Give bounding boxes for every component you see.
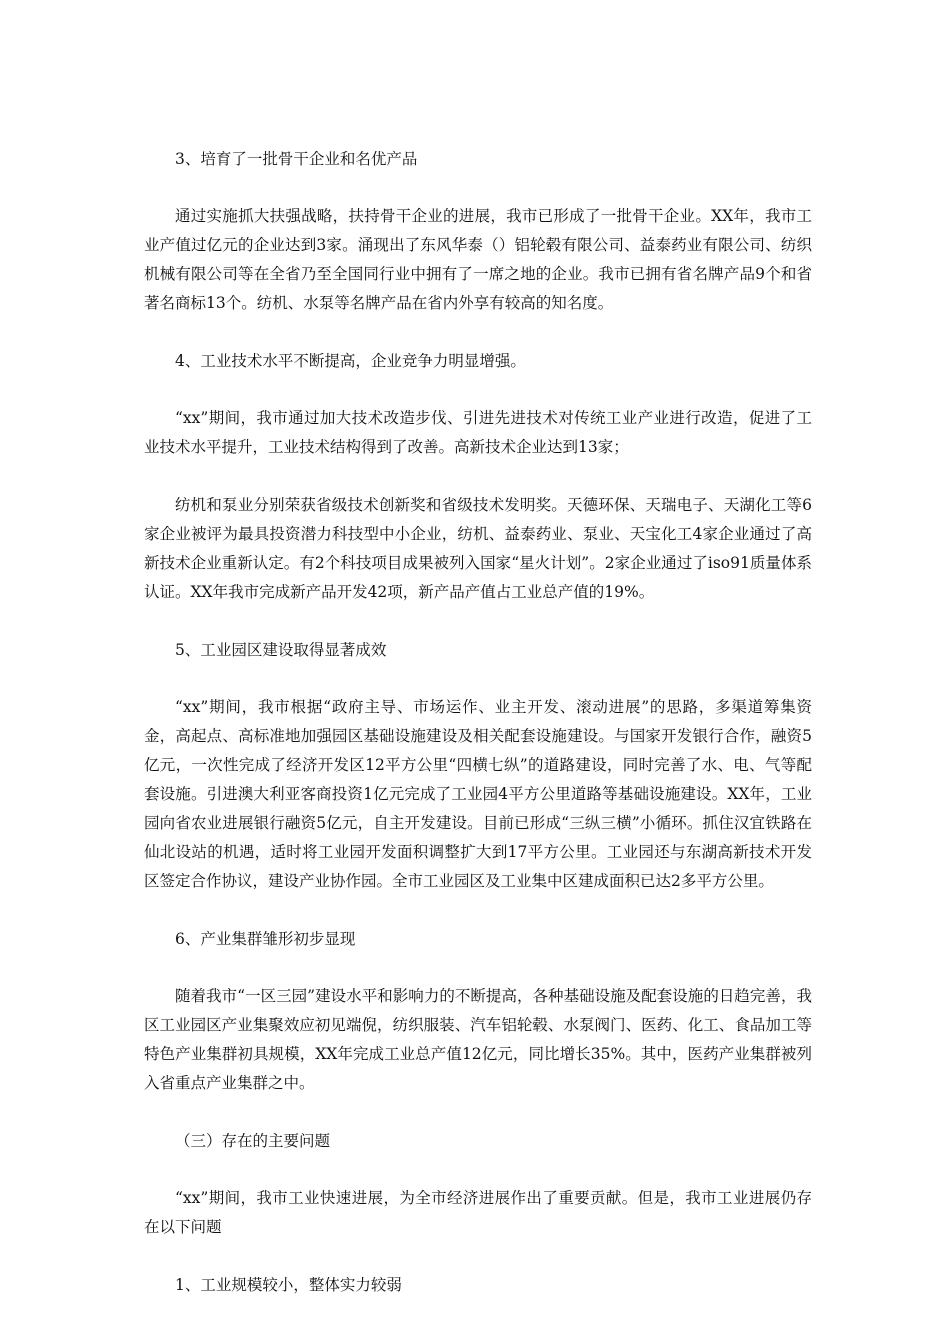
section-heading-3: 3、培育了一批骨干企业和名优产品 (175, 150, 418, 168)
subheading-problem-1: 1、工业规模较小，整体实力较弱 (175, 1276, 402, 1294)
paragraph-industrial-park: “xx”期间，我市根据“政府主导、市场运作、业主开发、滚动进展”的思路，多渠道筹集资金，高起点、高标准地加强园区基础设施建设及相关配套设施建设。与国家开发银行合作，融资5亿元，一次性完成了经济开发区12平方公里“四横七纵”的道路建设，同时完善了水、电、气等配套设施。引进澳大利亚客商投资1亿元完成了工业园4平方公里道路等基础设施建设。XX年，工业园向省农业进展银行融资5亿元，自主开发建设。目前已形成“三纵三横”小循环。抓住汉宜铁路在仙北设站的机遇，适时将工业园开发面积调整扩大到17平方公里。工业园还与东湖高新技术开发区签定合作协议，建设产业协作园。全市工业园区及工业集中区建成面积已达2多平方公里。 (144, 698, 812, 890)
document-body (144, 145, 812, 1328)
paragraph-industry-cluster: 随着我市“一区三园”建设水平和影响力的不断提高，各种基础设施及配套设施的日趋完善，我区工业园区产业集聚效应初见端倪，纺织服装、汽车铝轮毂、水泵阀门、医药、化工、食品加工等特色产业集群初具规模，XX年完成工业总产值12亿元，同比增长35%。其中，医药产业集群被列入省重点产业集群之中。 (144, 987, 812, 1092)
paragraph-backbone-enterprises: 通过实施抓大扶强战略，扶持骨干企业的进展，我市已形成了一批骨干企业。XX年，我市工业产值过亿元的企业达到3家。涌现出了东风华泰（）铝轮毂有限公司、益泰药业有限公司、纺织机械有限公司等在全省乃至全国同行业中拥有了一席之地的企业。我市已拥有省名牌产品9个和省著名商标13个。纺机、水泵等名牌产品在省内外享有较高的知名度。 (144, 207, 812, 312)
section-heading-problems: （三）存在的主要问题 (175, 1132, 331, 1150)
paragraph-tech-awards: 纺机和泵业分别荣获省级技术创新奖和省级技术发明奖。天德环保、天瑞电子、天湖化工等6家企业被评为最具投资潜力科技型中小企业，纺机、益泰药业、泵业、天宝化工4家企业通过了高新技术企业重新认定。有2个科技项目成果被列入国家“星火计划”。2家企业通过了iso91质量体系认证。XX年我市完成新产品开发42项，新产品产值占工业总产值的19%。 (144, 496, 812, 601)
paragraph-problems-intro: “xx”期间，我市工业快速进展，为全市经济进展作出了重要贡献。但是，我市工业进展仍存在以下问题 (144, 1189, 812, 1236)
section-heading-4: 4、工业技术水平不断提高，企业竞争力明显增强。 (175, 352, 526, 370)
section-heading-5: 5、工业园区建设取得显著成效 (175, 641, 387, 659)
section-heading-6: 6、产业集群雏形初步显现 (175, 930, 356, 948)
paragraph-tech-upgrade: “xx”期间，我市通过加大技术改造步伐、引进先进技术对传统工业产业进行改造，促进了工业技术水平提升，工业技术结构得到了改善。高新技术企业达到13家； (144, 409, 812, 456)
